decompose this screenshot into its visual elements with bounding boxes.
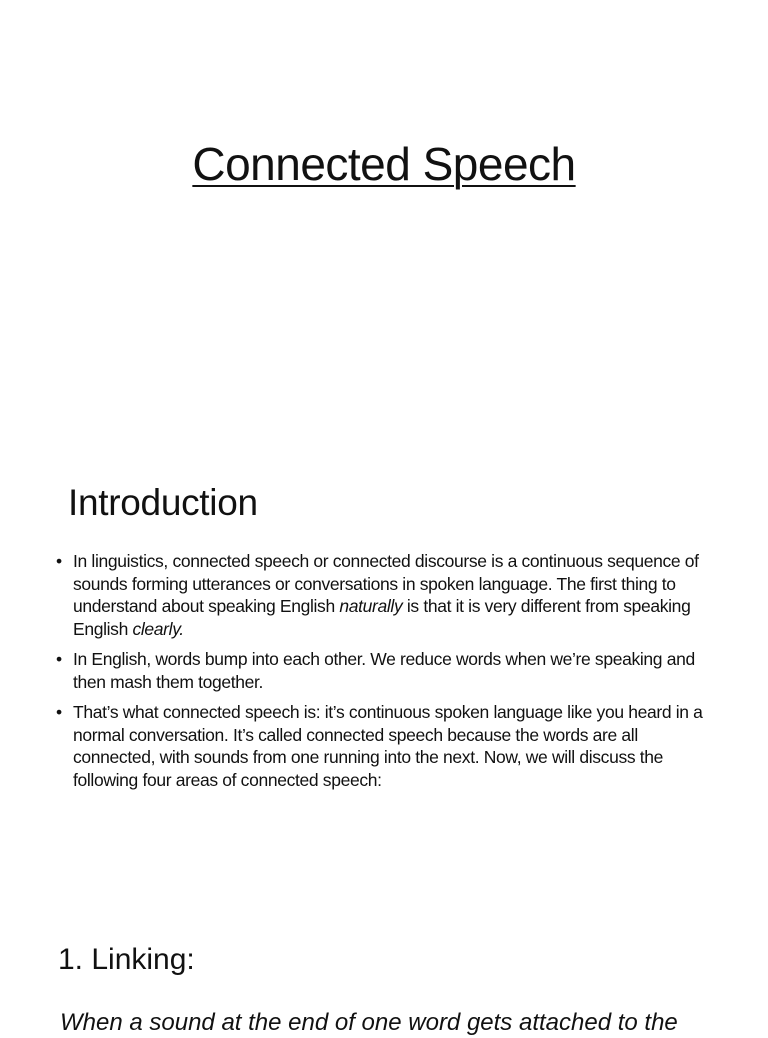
bullet-text: In linguistics, connected speech or connected discourse is a continuous sequence of sounds forming utterances or conversations in spoken language. The first thing to understand about speaking English — [73, 551, 699, 616]
page-title — [0, 136, 768, 192]
bullet-item — [56, 648, 706, 693]
section-heading-introduction: Introduction — [68, 482, 258, 523]
introduction-bullet-list — [56, 550, 706, 799]
bullet-item — [56, 701, 706, 791]
page-title-text: Connected Speech — [192, 138, 576, 190]
emphasis-text: naturally — [339, 596, 403, 616]
section-heading-linking: 1. Linking: — [58, 943, 195, 976]
bullet-item — [56, 550, 706, 640]
emphasis-text: clearly. — [132, 618, 184, 639]
linking-definition-text: When a sound at the end of one word gets attached to the — [60, 1009, 678, 1036]
bullet-text: In English, words bump into each other. We reduce words when we’re speaking and then mash them together. — [73, 649, 695, 692]
bullet-text: is that it is very different from speaking English — [73, 596, 691, 639]
bullet-text: That’s what connected speech is: it’s continuous spoken language like you heard in a normal conversation. It’s called connected speech because the words are all connected, with sounds from one running into the next. Now, we will discuss the following four areas of connected speech: — [73, 702, 703, 790]
